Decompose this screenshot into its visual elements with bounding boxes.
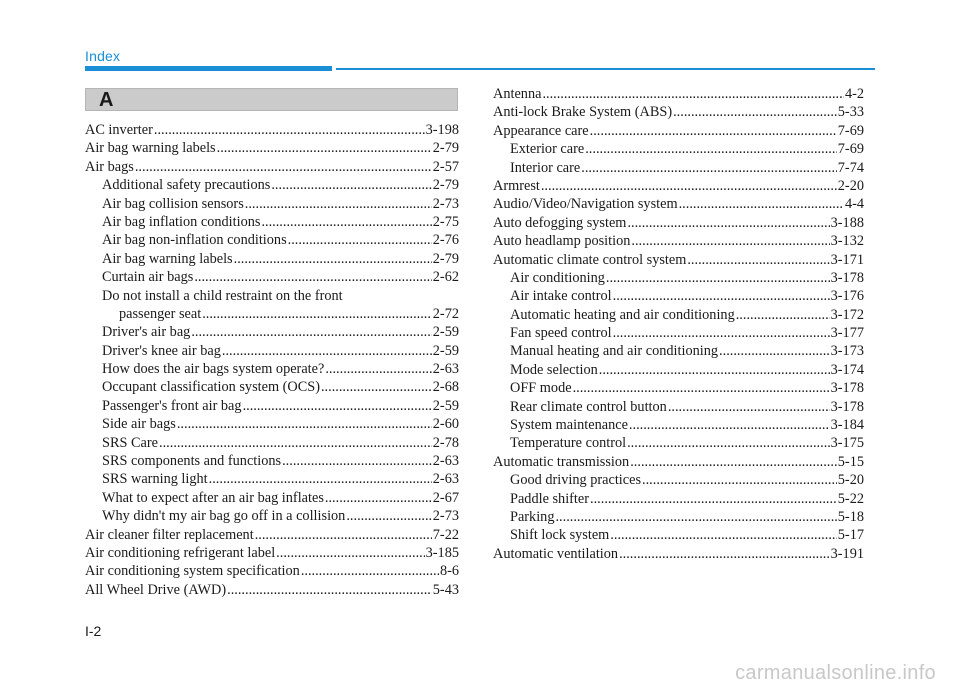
index-entry-label: Air bag collision sensors bbox=[102, 195, 244, 212]
index-entry bbox=[85, 544, 459, 562]
index-entry-label: Good driving practices bbox=[510, 472, 642, 489]
index-entry bbox=[493, 177, 864, 195]
index-entry bbox=[85, 526, 459, 544]
index-entry bbox=[85, 415, 459, 433]
index-entry bbox=[85, 158, 459, 176]
index-entry bbox=[85, 581, 459, 599]
index-entry bbox=[85, 231, 459, 249]
index-entry-leader-dots bbox=[243, 397, 432, 415]
index-entry bbox=[85, 562, 459, 580]
index-entry-leader-dots bbox=[619, 545, 830, 563]
index-entry-label: Driver's knee air bag bbox=[102, 342, 221, 359]
index-entry-leader-dots bbox=[261, 213, 431, 231]
index-entry-leader-dots bbox=[271, 176, 431, 194]
index-entry-page: 3-132 bbox=[830, 233, 864, 250]
index-entry-page: 5-22 bbox=[837, 490, 864, 507]
index-entry bbox=[493, 453, 864, 471]
section-letter-bar bbox=[85, 88, 458, 111]
index-entry bbox=[85, 176, 459, 194]
index-entry-leader-dots bbox=[631, 232, 829, 250]
index-entry-label: Air cleaner filter replacement bbox=[85, 526, 254, 543]
index-entry-leader-dots bbox=[599, 361, 830, 379]
index-entry-page: 2-20 bbox=[837, 177, 864, 194]
index-entry-leader-dots bbox=[346, 507, 431, 525]
index-entry-page: 3-191 bbox=[830, 545, 864, 562]
index-entry-leader-dots bbox=[642, 471, 837, 489]
index-entry-label: Auto headlamp position bbox=[493, 233, 631, 250]
index-entry bbox=[85, 360, 459, 378]
index-entry-leader-dots bbox=[177, 415, 432, 433]
index-entry-label: AC inverter bbox=[85, 122, 153, 138]
index-entry-label: Audio/Video/Navigation system bbox=[493, 196, 678, 213]
index-entry-label: System maintenance bbox=[510, 417, 628, 434]
index-entry-page: 3-171 bbox=[830, 251, 864, 268]
index-entry bbox=[493, 269, 864, 287]
index-entry-leader-dots bbox=[627, 214, 829, 232]
index-entry-leader-dots bbox=[191, 323, 431, 341]
index-entry-label: SRS warning light bbox=[102, 471, 208, 488]
index-entry-label: Exterior care bbox=[510, 141, 585, 158]
index-entry-page: 3-178 bbox=[830, 380, 864, 397]
index-entry bbox=[493, 251, 864, 269]
index-entry bbox=[493, 214, 864, 232]
index-entry-page: 5-17 bbox=[837, 527, 864, 544]
index-entry-label: Occupant classification system (OCS) bbox=[102, 379, 320, 396]
index-entry-page: 5-18 bbox=[837, 508, 864, 525]
index-header-title: Index bbox=[85, 48, 121, 64]
index-entry-leader-dots bbox=[585, 140, 837, 158]
index-entry-label: Parking bbox=[510, 508, 555, 525]
index-entry-leader-dots bbox=[325, 489, 432, 507]
index-entry-leader-dots bbox=[606, 269, 830, 287]
index-entry-label: Side air bags bbox=[102, 416, 176, 433]
index-entry-page: 3-173 bbox=[830, 343, 864, 360]
index-entry-leader-dots bbox=[154, 121, 425, 139]
index-entry bbox=[85, 305, 459, 323]
index-entry-label: Appearance care bbox=[493, 122, 589, 139]
index-entry-page: 4-2 bbox=[844, 86, 864, 102]
index-entry bbox=[493, 545, 864, 563]
index-entry-label: Air conditioning system specification bbox=[85, 563, 300, 580]
index-entry-page: 2-76 bbox=[432, 232, 459, 249]
index-entry-leader-dots bbox=[321, 378, 432, 396]
index-entry-label: Additional safety precautions bbox=[102, 177, 271, 194]
index-entry-label: Air intake control bbox=[510, 288, 612, 305]
index-entry bbox=[493, 361, 864, 379]
index-entry bbox=[493, 122, 864, 140]
index-entry-label: Auto defogging system bbox=[493, 214, 627, 231]
index-entry-label: Passenger's front air bag bbox=[102, 397, 242, 414]
index-entry-page: 2-72 bbox=[432, 305, 459, 322]
index-entry bbox=[493, 324, 864, 342]
index-entry-leader-dots bbox=[217, 139, 432, 157]
index-entry-label: All Wheel Drive (AWD) bbox=[85, 581, 227, 598]
index-entry-label: Automatic climate control system bbox=[493, 251, 687, 268]
index-entry bbox=[85, 323, 459, 341]
index-entry-label: Paddle shifter bbox=[510, 490, 590, 507]
index-entry-page: 5-43 bbox=[432, 581, 459, 598]
index-entry-leader-dots bbox=[627, 434, 830, 452]
index-entry-label: Automatic transmission bbox=[493, 453, 630, 470]
index-entry bbox=[493, 416, 864, 434]
index-entry bbox=[493, 342, 864, 360]
index-entry-label: Automatic heating and air conditioning bbox=[510, 306, 735, 323]
index-entry-page: 2-59 bbox=[432, 342, 459, 359]
index-entry-page: 3-174 bbox=[830, 361, 864, 378]
index-entry-label: Air conditioning bbox=[510, 269, 605, 286]
index-entry-page: 7-74 bbox=[837, 159, 864, 176]
index-entry-page: 2-63 bbox=[432, 453, 459, 470]
index-entry-page: 5-20 bbox=[837, 472, 864, 489]
index-entry-page: 3-184 bbox=[830, 417, 864, 434]
index-entry-leader-dots bbox=[630, 453, 837, 471]
index-entry-page: 4-4 bbox=[844, 196, 864, 213]
header-rule-thin bbox=[336, 68, 875, 70]
index-entry-page: 3-172 bbox=[830, 306, 864, 323]
index-entry-label: Why didn't my air bag go off in a collision bbox=[102, 508, 346, 525]
index-entry-label: Shift lock system bbox=[510, 527, 610, 544]
index-entry-leader-dots bbox=[209, 470, 432, 488]
index-entry bbox=[493, 434, 864, 452]
index-entry-leader-dots bbox=[679, 195, 844, 213]
index-entry bbox=[85, 434, 459, 452]
index-entry-page: 2-68 bbox=[432, 379, 459, 396]
index-entry bbox=[493, 287, 864, 305]
index-entry-label: Air bag warning labels bbox=[85, 140, 216, 157]
index-entry-page: 2-62 bbox=[432, 269, 459, 286]
index-entry-page: 2-59 bbox=[432, 324, 459, 341]
index-entry-label: What to expect after an air bag inflates bbox=[102, 489, 324, 506]
index-entry bbox=[493, 85, 864, 103]
index-entry-label: Manual heating and air conditioning bbox=[510, 343, 719, 360]
index-entry-leader-dots bbox=[202, 305, 432, 323]
index-entry-label: SRS Care bbox=[102, 434, 159, 451]
index-entry bbox=[85, 452, 459, 470]
header-rule-thick bbox=[85, 66, 332, 71]
index-entry-leader-dots bbox=[687, 251, 829, 269]
index-entry-leader-dots bbox=[719, 342, 830, 360]
footer-page-number: I-2 bbox=[85, 623, 102, 639]
index-entry-page: 2-78 bbox=[432, 434, 459, 451]
index-entry-label: Armrest bbox=[493, 177, 540, 194]
index-entry bbox=[85, 213, 459, 231]
index-entry-label: passenger seat bbox=[119, 305, 202, 322]
index-entry bbox=[85, 268, 459, 286]
index-entry-page: 2-79 bbox=[432, 250, 459, 267]
index-entry bbox=[493, 232, 864, 250]
index-entry-leader-dots bbox=[255, 526, 432, 544]
index-entry-leader-dots bbox=[668, 398, 830, 416]
index-entry-label: Air bag warning labels bbox=[102, 250, 233, 267]
index-entry-leader-dots bbox=[542, 85, 844, 103]
index-entry-label: SRS components and functions bbox=[102, 453, 282, 470]
index-entry-page: 2-79 bbox=[432, 140, 459, 157]
index-entry bbox=[85, 397, 459, 415]
index-entry-leader-dots bbox=[159, 434, 432, 452]
index-entry bbox=[493, 195, 864, 213]
index-entry bbox=[493, 490, 864, 508]
index-entry-page: 2-75 bbox=[432, 213, 459, 230]
index-entry-leader-dots bbox=[276, 544, 424, 562]
index-entry bbox=[493, 471, 864, 489]
index-entry-page: 2-63 bbox=[432, 361, 459, 378]
index-entry-page: 3-185 bbox=[425, 544, 459, 561]
index-entry-leader-dots bbox=[573, 379, 830, 397]
index-entry-leader-dots bbox=[227, 581, 432, 599]
index-entry-label: Temperature control bbox=[510, 435, 627, 452]
index-entry-leader-dots bbox=[581, 159, 837, 177]
index-entry bbox=[493, 159, 864, 177]
index-entry-page: 2-73 bbox=[432, 195, 459, 212]
index-entry-leader-dots bbox=[590, 490, 837, 508]
index-entry bbox=[493, 379, 864, 397]
index-entry bbox=[85, 507, 459, 525]
index-entry-page: 2-63 bbox=[432, 471, 459, 488]
index-entry-leader-dots bbox=[541, 177, 837, 195]
index-entry-page: 3-188 bbox=[830, 214, 864, 231]
index-entry bbox=[85, 250, 459, 268]
index-entry-label: Air conditioning refrigerant label bbox=[85, 544, 276, 561]
index-entry-label: Do not install a child restraint on the front bbox=[102, 287, 343, 304]
index-entry-label: Air bag inflation conditions bbox=[102, 213, 261, 230]
index-entry-leader-dots bbox=[555, 508, 836, 526]
index-entry-leader-dots bbox=[629, 416, 830, 434]
index-entry-leader-dots bbox=[613, 324, 830, 342]
index-entry-leader-dots bbox=[610, 526, 836, 544]
index-entry-label: Mode selection bbox=[510, 361, 598, 378]
index-entry-page: 3-177 bbox=[830, 325, 864, 342]
index-entry-page: 2-57 bbox=[432, 158, 459, 175]
index-entry-label: How does the air bags system operate? bbox=[102, 361, 325, 378]
index-entry-leader-dots bbox=[325, 360, 431, 378]
index-entry bbox=[493, 398, 864, 416]
index-entry-page: 3-178 bbox=[830, 398, 864, 415]
index-entry-label: Air bags bbox=[85, 158, 134, 175]
index-entry-leader-dots bbox=[194, 268, 431, 286]
index-entry bbox=[85, 287, 459, 305]
index-entry bbox=[85, 195, 459, 213]
watermark: carmanualsonline.info bbox=[735, 662, 936, 684]
index-entry-page: 2-60 bbox=[432, 416, 459, 433]
index-entry-label: Air bag non-inflation conditions bbox=[102, 232, 287, 249]
index-entry-page: 3-175 bbox=[830, 435, 864, 452]
index-entry-page: 8-6 bbox=[439, 563, 459, 580]
index-entry-page: 5-33 bbox=[837, 104, 864, 121]
index-entry-label: Antenna bbox=[493, 86, 542, 102]
index-entry-page: 5-15 bbox=[837, 453, 864, 470]
index-entry-page: 2-73 bbox=[432, 508, 459, 525]
index-column-left bbox=[85, 121, 459, 599]
index-entry bbox=[85, 342, 459, 360]
index-entry bbox=[85, 121, 459, 139]
index-entry-page: 7-22 bbox=[432, 526, 459, 543]
index-entry bbox=[85, 470, 459, 488]
index-entry-page: 2-59 bbox=[432, 397, 459, 414]
index-entry-page: 7-69 bbox=[837, 141, 864, 158]
index-entry-leader-dots bbox=[135, 158, 432, 176]
index-entry-leader-dots bbox=[301, 562, 439, 580]
index-entry-leader-dots bbox=[245, 195, 432, 213]
index-entry-label: Rear climate control button bbox=[510, 398, 667, 415]
index-entry-label: Fan speed control bbox=[510, 325, 612, 342]
index-entry-page: 2-79 bbox=[432, 177, 459, 194]
index-entry bbox=[85, 139, 459, 157]
index-column-right bbox=[493, 85, 864, 563]
index-entry-label: OFF mode bbox=[510, 380, 572, 397]
index-entry bbox=[85, 489, 459, 507]
index-entry-leader-dots bbox=[590, 122, 837, 140]
index-entry-label: Driver's air bag bbox=[102, 324, 191, 341]
index-entry-page: 3-176 bbox=[830, 288, 864, 305]
index-entry-leader-dots bbox=[288, 231, 432, 249]
index-entry-leader-dots bbox=[673, 103, 837, 121]
index-entry-page: 7-69 bbox=[837, 122, 864, 139]
index-entry-leader-dots bbox=[234, 250, 432, 268]
section-letter: A bbox=[99, 89, 114, 111]
index-entry-label: Automatic ventilation bbox=[493, 545, 619, 562]
index-entry-leader-dots bbox=[282, 452, 432, 470]
index-entry-label: Interior care bbox=[510, 159, 581, 176]
index-entry bbox=[85, 378, 459, 396]
index-entry-leader-dots bbox=[736, 306, 830, 324]
index-entry-label: Anti-lock Brake System (ABS) bbox=[493, 104, 673, 121]
index-entry bbox=[493, 103, 864, 121]
index-entry-page: 3-178 bbox=[830, 269, 864, 286]
index-entry bbox=[493, 526, 864, 544]
index-entry bbox=[493, 508, 864, 526]
index-entry-label: Curtain air bags bbox=[102, 269, 194, 286]
index-entry-leader-dots bbox=[222, 342, 432, 360]
index-entry-page: 2-67 bbox=[432, 489, 459, 506]
index-entry bbox=[493, 140, 864, 158]
index-entry-leader-dots bbox=[613, 287, 830, 305]
index-entry bbox=[493, 306, 864, 324]
index-entry-page: 3-198 bbox=[425, 122, 459, 138]
